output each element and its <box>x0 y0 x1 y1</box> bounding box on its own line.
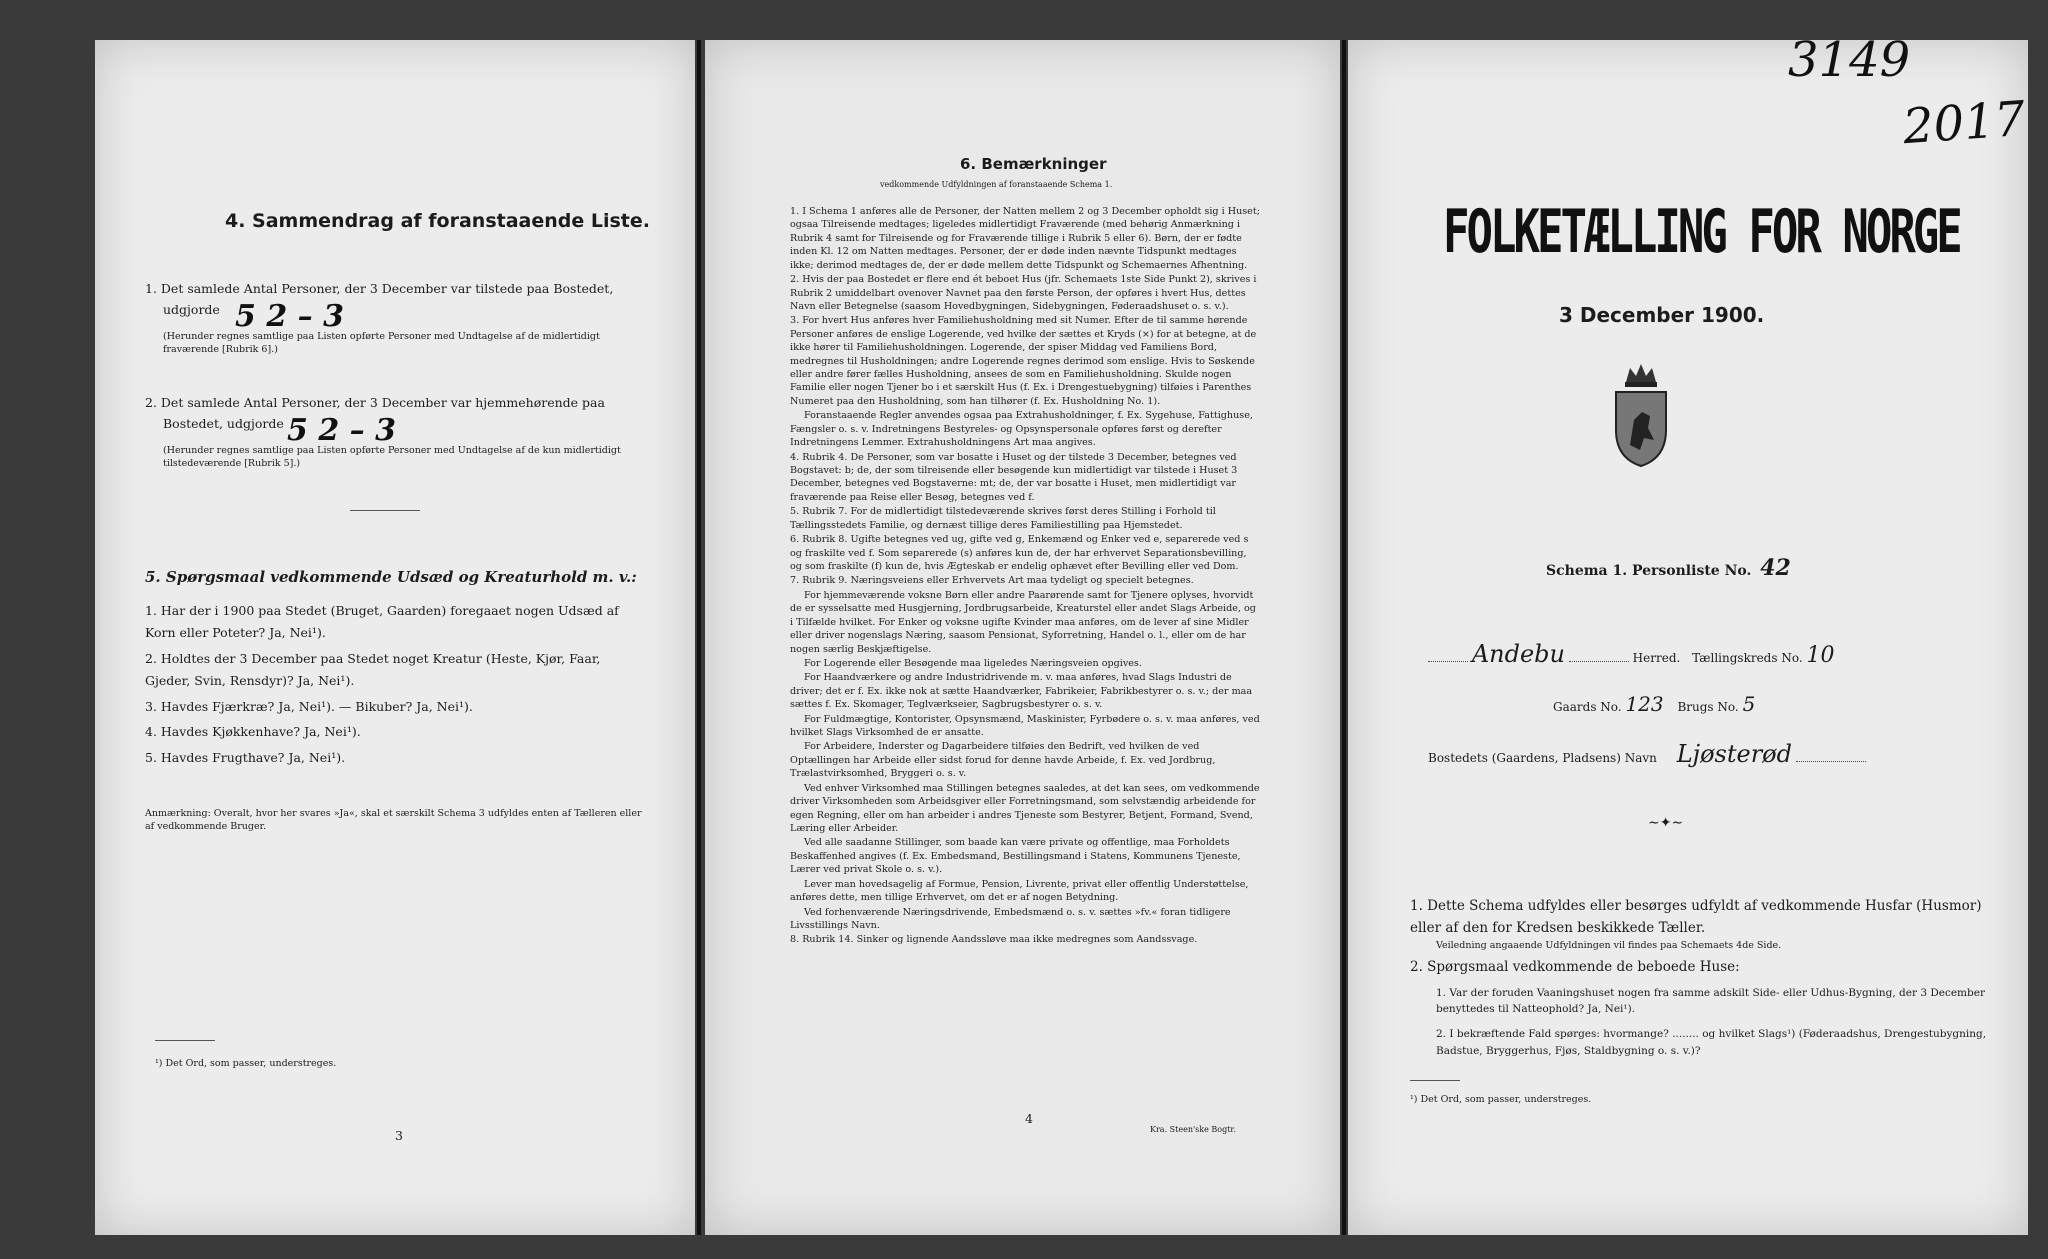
remark-paragraph: 2. Hvis der paa Bostedet er flere end ét beboet Hus (jfr. Schemaets 1ste Side Punkt 2), skrives i Rubrik 2 umiddelbart ovenover Navnet paa den første Person, der opføres i hvert Hus, dettes Navn eller Betegnelse (saasom Hovedbygningen, Sidebygningen, Føderaadshuset o. s. v.). <box>790 274 1257 312</box>
instructions <box>1410 895 1990 1060</box>
item1-handwritten-value: 5 2 – 3 <box>235 299 344 335</box>
bosted-label: Bostedets (Gaardens, Pladsens) Navn <box>1428 751 1657 765</box>
remark-paragraph: 3. For hvert Hus anføres hver Familiehusholdning med sit Numer. Efter de til samme hørende Personer anføres de enslige Logerende, ved hvilke der sættes et Kryds (×) for at betegne, at de ikke hører til Familiehusholdningen. Logerende, der spiser Middag ved Familiens Bord, medregnes til Husholdningen; andre Logerende regnes derimod som enslige. Hvis to Søskende eller andre fører fælles Husholdning, ansees de som en Familiehusholdning. Skulde nogen Familie eller nogen Tjener bo i et særskilt Hus (f. Ex. i Drengestuebygning) tilføies i Parenthes Numeret paa den Husholdning, som han tilhører (f. Ex. Husholdning No. 1). <box>790 315 1257 407</box>
remark-paragraph: For Haandværkere og andre Industridrivende m. v. maa anføres, hvad Slags Industri de driver; det er f. Ex. ikke nok at sætte Haandværker, Fabrikeier, Fabrikbestyrer o. s. v.; der maa sættes f. Ex. Skomager, Teglværkseier, Sagbrugsbestyrer o. s. v. <box>790 672 1253 711</box>
archive-number-second: 2017 <box>1901 90 2027 156</box>
archive-number-top: 3149 <box>1788 40 1911 88</box>
ornament-icon: ∼✦∼ <box>1648 815 1684 831</box>
document-title: FOLKETÆLLING FOR NORGE <box>1443 198 1960 267</box>
remark-paragraph: 6. Rubrik 8. Ugifte betegnes ved ug, gifte ved g, Enkemænd og Enker ved e, separerede ved s og fraskilte ved f. Som separerede (s) anføres kun de, der har erhvervet Separationsbevilling, og som fraskilte (f) kun de, hvis Ægteskab er endelig ophævet efter Bevilling eller ved Dom. <box>790 534 1249 572</box>
krets-value: 10 <box>1806 643 1835 668</box>
remark-paragraph: 7. Rubrik 9. Næringsveiens eller Erhvervets Art maa tydeligt og specielt betegnes. <box>790 575 1194 587</box>
instruction-2-1: 1. Var der foruden Vaaningshuset nogen fra samme adskilt Side- eller Udhus-Bygning, der 3 December benyttedes til Natteophold? Ja, Nei¹). <box>1436 986 1985 1016</box>
item1 <box>145 278 645 357</box>
item1-note: (Herunder regnes samtlige paa Listen opførte Personer med Undtagelse af de midlertidigt fraværende [Rubrik 6].) <box>163 331 600 356</box>
footnote-divider <box>155 1040 215 1041</box>
document-date: 3 December 1900. <box>1559 303 1765 327</box>
herred-line <box>1428 640 1968 668</box>
left-page <box>95 40 695 1235</box>
coat-of-arms-icon <box>1610 360 1672 470</box>
divider <box>350 510 420 511</box>
gaards-value: 123 <box>1625 692 1664 716</box>
gaards-label: Gaards No. <box>1553 700 1622 714</box>
bosted-line <box>1428 740 1866 768</box>
instruction-2-2: 2. I bekræftende Fald spørges: hvormange? ........ og hvilket Slags¹) (Føderaadshus, Drengestubygning, Badstue, Bryggerhus, Fjøs, Staldbygning o. s. v.)? <box>1436 1028 1987 1057</box>
item1-prefix: udgjorde <box>163 302 220 318</box>
brugs-value: 5 <box>1742 692 1756 716</box>
question-5: 5. Havdes Frugthave? Ja, Nei¹). <box>145 750 346 766</box>
item2-prefix: Bostedet, udgjorde <box>163 416 284 432</box>
question-1: 1. Har der i 1900 paa Stedet (Bruget, Gaarden) foregaaet nogen Udsæd af Korn eller Poteter? Ja, Nei¹). <box>145 603 619 640</box>
remarks-list <box>790 205 1260 948</box>
remark-paragraph: Ved alle saadanne Stillinger, som baade kan være private og offentlige, maa Forholdets Beskaffenhed angives (f. Ex. Embedsmand, Bestillingsmand i Statens, Kommunens Tjeneste, Lærer ved privat Skole o. s. v.). <box>790 837 1241 876</box>
footnote: ¹) Det Ord, som passer, understreges. <box>1410 1094 1592 1105</box>
herred-value: Andebu <box>1471 640 1566 668</box>
footnote-divider <box>1410 1080 1460 1081</box>
remark-paragraph: 1. I Schema 1 anføres alle de Personer, der Natten mellem 2 og 3 December opholdt sig i Huset; ogsaa Tilreisende medtages; ligeledes midlertidigt Fraværende (med behørig Anmærkning i Rubrik 4 samt for Tilreisende og for Fraværende tillige i Rubrik 5 eller 6). Børn, der er fødte inden Kl. 12 om Natten medtages. Personer, der er døde inden nævnte Tidspunkt medtages ikke; derimod medtages de, der er døde mellem dette Tidspunkt og Schemaernes Afhentning. <box>790 206 1260 271</box>
remark-paragraph: For Logerende eller Besøgende maa ligeledes Næringsveien opgives. <box>804 657 1142 669</box>
remark-paragraph: For hjemmeværende voksne Børn eller andre Paarørende samt for Tjenere oplyses, hvorvidt de er sysselsatte med Husgjerning, Jordbrugsarbeide, Kreaturstel eller andet Slags Arbeide, og i Tilfælde hvilket. For Enker og voksne ugifte Kvinder maa anføres, om de lever af sine Midler eller driver nogenslags Næring, saasom Pensionat, Syforretning, Handel o. l., eller om de har nogen særlig Beskjæftigelse. <box>790 589 1256 655</box>
bosted-value: Ljøsterød <box>1676 740 1792 768</box>
remark-paragraph: 4. Rubrik 4. De Personer, som var bosatte i Huset og der tilstede 3 December, betegnes ved Bogstavet: b; de, der som tilreisende eller besøgende kun midlertidigt var tilstede i Huset 3 December, betegnes ved Bogstaverne: mt; de, der var bosatte i Huset, men midlertidigt var fraværende paa Reise eller Besøg, betegnes ved f. <box>790 451 1238 503</box>
item2-handwritten-value: 5 2 – 3 <box>287 413 396 449</box>
page-fold-left <box>697 40 701 1235</box>
item1-line1: 1. Det samlede Antal Personer, der 3 December var tilstede paa Bostedet, <box>145 281 614 296</box>
footnote: ¹) Det Ord, som passer, understreges. <box>155 1058 337 1069</box>
herred-label: Herred. <box>1632 651 1681 665</box>
remark-paragraph: Ved enhver Virksomhed maa Stillingen betegnes saaledes, at det kan sees, om vedkommende driver Virksomheden som Arbeidsgiver eller Forretningsmand, som selvstændig arbeidende for egen Regning, eller om han arbeider i andres Tjeneste som Bestyrer, Betjent, Formand, Svend, Læring eller Arbeider. <box>790 782 1260 834</box>
remark-paragraph: Ved forhenværende Næringsdrivende, Embedsmænd o. s. v. sættes »fv.« foran tidligere Livsstillings Navn. <box>790 906 1231 931</box>
section5-heading: 5. Spørgsmaal vedkommende Udsæd og Kreaturhold m. v.: <box>145 568 637 586</box>
gaards-line <box>1553 692 1755 716</box>
schema-label: Schema 1. Personliste No. <box>1546 563 1752 579</box>
item2 <box>145 392 645 471</box>
remark-paragraph: Foranstaaende Regler anvendes ogsaa paa Extrahusholdninger, f. Ex. Sygehuse, Fattighuse, Fængsler o. s. v. Indretningens Bestyreles- og Opsynspersonale opføres først og derefter Indretningens Lemmer. Extrahusholdningens Art maa angives. <box>790 410 1253 449</box>
anmerkning-note: Anmærkning: Overalt, hvor her svares »Ja«, skal et særskilt Schema 3 udfyldes enten af Tælleren eller af vedkommende Bruger. <box>145 808 642 832</box>
printer-name: Kra. Steen'ske Bogtr. <box>1150 1125 1236 1134</box>
section6-subheading: vedkommende Udfyldningen af foranstaaende Schema 1. <box>880 180 1113 189</box>
page-number: 4 <box>1025 1111 1033 1126</box>
section6-heading: 6. Bemærkninger <box>960 155 1107 173</box>
schema-line <box>1546 555 1791 581</box>
instruction-1: 1. Dette Schema udfyldes eller besørges udfyldt af vedkommende Husfar (Husmor) eller af den for Kredsen beskikkede Tæller. <box>1410 898 1982 937</box>
remark-paragraph: For Fuldmægtige, Kontorister, Opsynsmænd, Maskinister, Fyrbødere o. s. v. maa anføres, ved hvilket Slags Virksomhed de er ansatte. <box>790 713 1260 739</box>
item2-note: (Herunder regnes samtlige paa Listen opførte Personer med Undtagelse af de kun midlertidigt tilstedeværende [Rubrik 5].) <box>163 445 621 470</box>
question-3: 3. Havdes Fjærkræ? Ja, Nei¹). — Bikuber? Ja, Nei¹). <box>145 698 473 714</box>
section4-heading: 4. Sammendrag af foranstaaende Liste. <box>225 210 650 232</box>
remark-paragraph: 5. Rubrik 7. For de midlertidigt tilstedeværende skrives først deres Stilling i Forhold til Tællingsstedets Familie, og dernæst tillige deres Familiestilling paa Hjemstedet. <box>790 506 1216 531</box>
page-fold-right <box>1342 40 1346 1235</box>
questions <box>145 600 645 769</box>
instruction-2: 2. Spørgsmaal vedkommende de beboede Huse: <box>1410 959 1740 976</box>
krets-label: Tællingskreds No. <box>1692 651 1803 665</box>
remark-paragraph: Lever man hovedsagelig af Formue, Pension, Livrente, privat eller offentlig Understøttelse, anføres dette, men tillige Erhvervet, om det er af nogen Betydning. <box>790 878 1249 904</box>
personliste-number: 42 <box>1760 555 1791 581</box>
question-4: 4. Havdes Kjøkkenhave? Ja, Nei¹). <box>145 724 361 740</box>
brugs-label: Brugs No. <box>1677 700 1739 714</box>
right-page <box>1348 40 2028 1235</box>
page-number: 3 <box>395 1128 403 1143</box>
remark-paragraph: 8. Rubrik 14. Sinker og lignende Aandssløve maa ikke medregnes som Aandssvage. <box>790 934 1198 946</box>
remark-paragraph: For Arbeidere, Inderster og Dagarbeidere tilføies den Bedrift, ved hvilken de ved Optællingen har Arbeide eller sidst forud for denne havde Arbeide, f. Ex. ved Jordbrug, Trælastvirksomhed, Bryggeri o. s. v. <box>790 741 1216 780</box>
question-2: 2. Holdtes der 3 December paa Stedet noget Kreatur (Heste, Kjør, Faar, Gjeder, Svin, Rensdyr)? Ja, Nei¹). <box>145 650 601 688</box>
item2-line1: 2. Det samlede Antal Personer, der 3 December var hjemmehørende paa <box>145 395 605 410</box>
center-page <box>705 40 1340 1235</box>
instruction-1-note: Veiledning angaaende Udfyldningen vil findes paa Schemaets 4de Side. <box>1436 939 1782 951</box>
